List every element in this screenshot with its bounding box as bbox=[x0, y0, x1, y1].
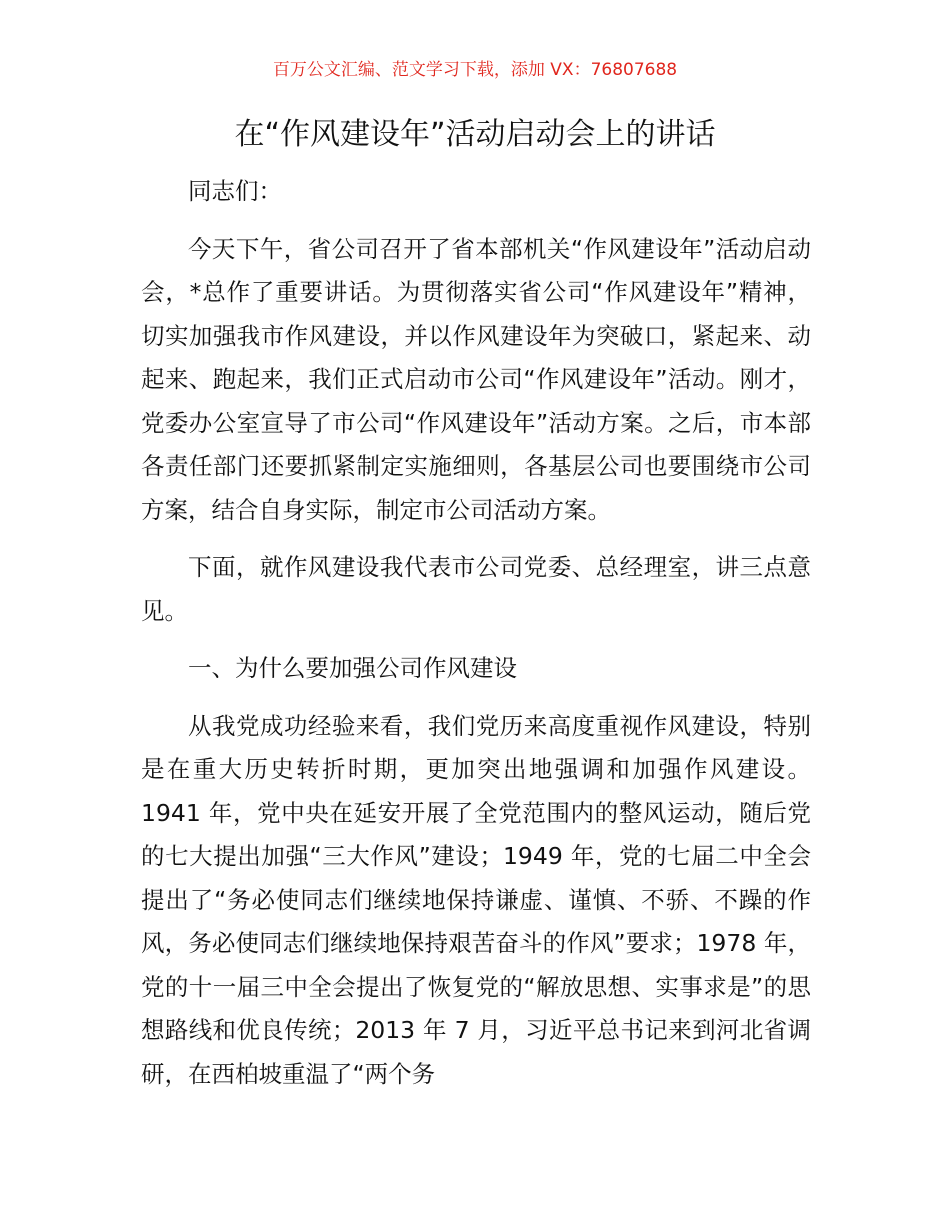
promo-header: 百万公文汇编、范文学习下载，添加 VX：76807688 bbox=[272, 60, 678, 80]
body-paragraph: 今天下午，省公司召开了省本部机关“作风建设年”活动启动会，*总作了重要讲话。为贯彻落实省公司“作风建设年”精神，切实加强我市作风建设，并以作风建设年为突破口，紧起来、动起来、跑起来，我们正式启动市公司“作风建设年”活动。刚才，党委办公室宣导了市公司“作风建设年”活动方案。之后，市本部各责任部门还要抓紧制定实施细则，各基层公司也要围绕市公司方案，结合自身实际，制定市公司活动方案。 bbox=[141, 234, 811, 524]
speech-body bbox=[141, 170, 811, 1096]
body-paragraph: 从我党成功经验来看，我们党历来高度重视作风建设，特别是在重大历史转折时期，更加突出地强调和加强作风建设。1941 年，党中央在延安开展了全党范围内的整风运动，随后党的七大提出加强“三大作风”建设；1949 年，党的七届二中全会提出了“务必使同志们继续地保持谦虚、谨慎、不骄、不躁的作风，务必使同志们继续地保持艰苦奋斗的作风”要求；1978 年，党的十一届三中全会提出了恢复党的“解放思想、实事求是”的思想路线和优良传统；2013 年 7 月，习近平总书记来到河北省调研，在西柏坡重温了“两个务 bbox=[141, 711, 811, 1088]
body-paragraph: 下面，就作风建设我代表市公司党委、总经理室，讲三点意见。 bbox=[141, 553, 811, 625]
section-heading: 一、为什么要加强公司作风建设 bbox=[188, 654, 517, 682]
speech-title: 在“作风建设年”活动启动会上的讲话 bbox=[234, 117, 716, 152]
salutation-paragraph: 同志们： bbox=[188, 177, 282, 205]
